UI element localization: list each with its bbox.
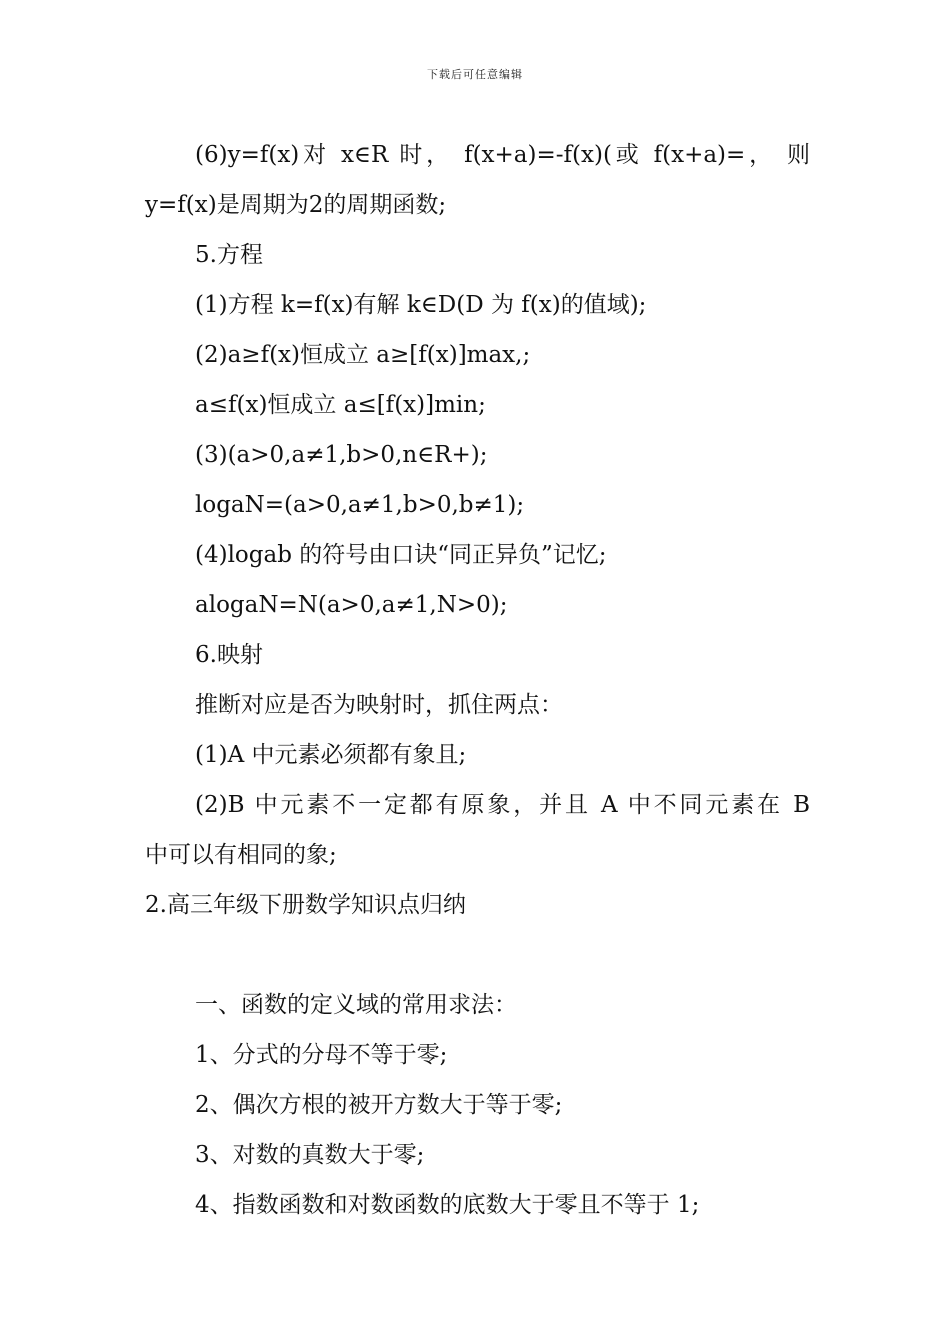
paragraph-line: (2)a≥f(x)恒成立 a≥[f(x)]max,; bbox=[195, 342, 531, 368]
blank-line bbox=[145, 930, 810, 980]
section-title: 2.高三年级下册数学知识点归纳 bbox=[145, 892, 466, 918]
list-item: 3、对数的真数大于零; bbox=[195, 1142, 425, 1168]
list-item: 4、指数函数和对数函数的底数大于零且不等于 1; bbox=[195, 1192, 700, 1218]
paragraph-line: 推断对应是否为映射时，抓住两点： bbox=[195, 692, 563, 718]
paragraph-line: y=f(x)是周期为2的周期函数; bbox=[145, 192, 447, 218]
list-item: 2、偶次方根的被开方数大于等于零; bbox=[195, 1092, 563, 1118]
paragraph-line: logaN=(a>0,a≠1,b>0,b≠1); bbox=[195, 492, 525, 518]
paragraph-line: 中可以有相同的象; bbox=[145, 842, 337, 868]
paragraph-line: (2)B 中元素不一定都有原象，并且 A 中不同元素在 B bbox=[195, 792, 810, 818]
document-body bbox=[145, 130, 810, 1230]
paragraph-line: (1)方程 k=f(x)有解 k∈D(D 为 f(x)的值域); bbox=[195, 292, 647, 318]
paragraph-line: (3)(a>0,a≠1,b>0,n∈R+); bbox=[195, 442, 488, 468]
list-item: 1、分式的分母不等于零; bbox=[195, 1042, 448, 1068]
paragraph-line: alogaN=N(a>0,a≠1,N>0); bbox=[195, 592, 508, 618]
paragraph-line: a≤f(x)恒成立 a≤[f(x)]min; bbox=[195, 392, 486, 418]
page-header: 下载后可任意编辑 bbox=[427, 68, 523, 81]
paragraph-line: (4)logab 的符号由口诀“同正异负”记忆; bbox=[195, 542, 607, 568]
paragraph-line: (1)A 中元素必须都有象且; bbox=[195, 742, 467, 768]
section-heading: 一、函数的定义域的常用求法： bbox=[195, 992, 517, 1018]
paragraph-line: (6)y=f(x)对 x∈R 时， f(x+a)=-f(x)(或 f(x+a)=， 则 bbox=[195, 142, 810, 168]
section-heading: 6.映射 bbox=[195, 642, 263, 668]
section-heading: 5.方程 bbox=[195, 242, 263, 268]
